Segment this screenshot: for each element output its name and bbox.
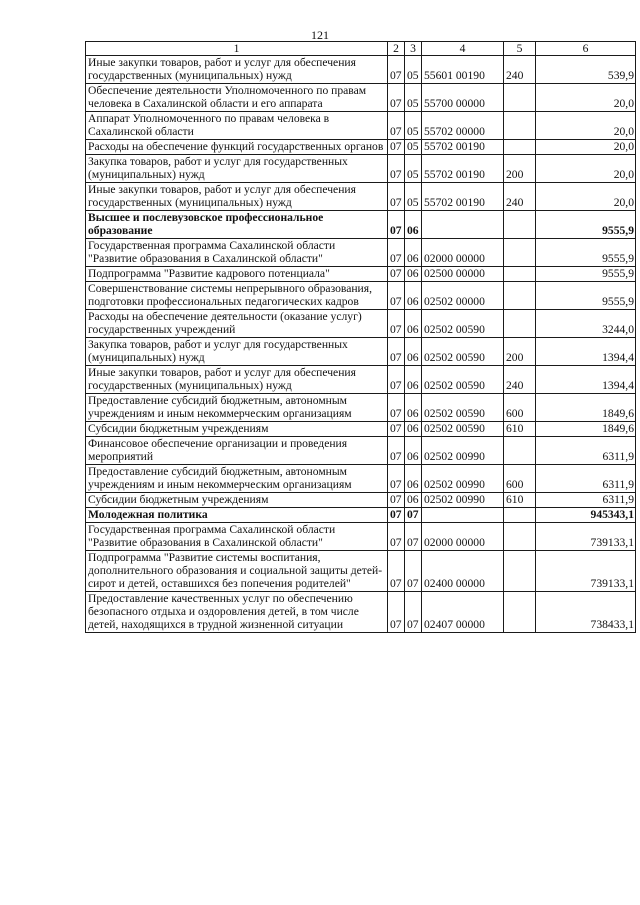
row-target-code: 02502 00990 — [422, 493, 504, 508]
row-section-code: 07 — [388, 394, 405, 422]
row-target-code: 55702 00000 — [422, 112, 504, 140]
table-row — [86, 211, 636, 239]
row-section-code: 07 — [388, 84, 405, 112]
table-row — [86, 394, 636, 422]
row-expense-type: 240 — [504, 183, 536, 211]
row-expense-type: 610 — [504, 493, 536, 508]
row-target-code: 02502 00990 — [422, 465, 504, 493]
row-target-code: 02502 00590 — [422, 422, 504, 437]
row-target-code: 55700 00000 — [422, 84, 504, 112]
table-row — [86, 493, 636, 508]
row-amount: 6311,9 — [536, 437, 636, 465]
row-name: Финансовое обеспечение организации и проведения мероприятий — [86, 437, 388, 465]
row-expense-type — [504, 211, 536, 239]
row-expense-type — [504, 84, 536, 112]
table-row — [86, 183, 636, 211]
row-amount: 9555,9 — [536, 267, 636, 282]
row-amount: 20,0 — [536, 183, 636, 211]
row-section-code: 07 — [388, 140, 405, 155]
row-target-code: 02000 00000 — [422, 523, 504, 551]
row-amount: 539,9 — [536, 56, 636, 84]
row-amount: 1394,4 — [536, 366, 636, 394]
row-target-code: 02502 00590 — [422, 366, 504, 394]
row-section-code: 07 — [388, 56, 405, 84]
row-expense-type: 240 — [504, 366, 536, 394]
row-name: Субсидии бюджетным учреждениям — [86, 493, 388, 508]
row-subsection-code: 06 — [405, 422, 422, 437]
row-name: Государственная программа Сахалинской области "Развитие образования в Сахалинской области" — [86, 523, 388, 551]
row-expense-type: 610 — [504, 422, 536, 437]
row-target-code: 02500 00000 — [422, 267, 504, 282]
row-subsection-code: 05 — [405, 155, 422, 183]
row-section-code: 07 — [388, 112, 405, 140]
budget-table — [85, 41, 636, 633]
row-expense-type: 200 — [504, 155, 536, 183]
row-amount: 9555,9 — [536, 239, 636, 267]
row-subsection-code: 07 — [405, 508, 422, 523]
table-row — [86, 465, 636, 493]
row-target-code: 02502 00000 — [422, 282, 504, 310]
row-subsection-code: 05 — [405, 183, 422, 211]
row-expense-type — [504, 112, 536, 140]
row-target-code — [422, 508, 504, 523]
row-expense-type: 600 — [504, 394, 536, 422]
row-name: Закупка товаров, работ и услуг для государственных (муниципальных) нужд — [86, 338, 388, 366]
row-subsection-code: 05 — [405, 112, 422, 140]
row-section-code: 07 — [388, 211, 405, 239]
row-name: Обеспечение деятельности Уполномоченного по правам человека в Сахалинской области и его аппарата — [86, 84, 388, 112]
table-row — [86, 551, 636, 592]
page-number: 121 — [311, 28, 329, 42]
row-amount: 739133,1 — [536, 551, 636, 592]
row-name: Совершенствование системы непрерывного образования, подготовки профессиональных педагогических кадров — [86, 282, 388, 310]
row-section-code: 07 — [388, 239, 405, 267]
row-amount: 6311,9 — [536, 465, 636, 493]
row-amount: 20,0 — [536, 155, 636, 183]
row-name: Закупка товаров, работ и услуг для государственных (муниципальных) нужд — [86, 155, 388, 183]
row-name: Предоставление качественных услуг по обеспечению безопасного отдыха и оздоровления детей, в том числе детей, находящихся в трудной жизненной ситуации — [86, 592, 388, 633]
row-target-code: 02502 00590 — [422, 310, 504, 338]
column-header-2: 2 — [388, 42, 405, 56]
row-amount: 20,0 — [536, 140, 636, 155]
row-amount: 1849,6 — [536, 422, 636, 437]
row-amount: 9555,9 — [536, 211, 636, 239]
row-name: Иные закупки товаров, работ и услуг для обеспечения государственных (муниципальных) нужд — [86, 183, 388, 211]
row-subsection-code: 07 — [405, 523, 422, 551]
row-expense-type — [504, 310, 536, 338]
row-target-code: 02400 00000 — [422, 551, 504, 592]
row-name: Расходы на обеспечение функций государственных органов — [86, 140, 388, 155]
row-section-code: 07 — [388, 282, 405, 310]
row-expense-type — [504, 282, 536, 310]
table-row — [86, 155, 636, 183]
row-target-code: 55702 00190 — [422, 140, 504, 155]
table-row — [86, 437, 636, 465]
row-target-code: 02000 00000 — [422, 239, 504, 267]
row-amount: 3244,0 — [536, 310, 636, 338]
row-name: Высшее и послевузовское профессиональное образование — [86, 211, 388, 239]
row-subsection-code: 06 — [405, 465, 422, 493]
row-name: Иные закупки товаров, работ и услуг для обеспечения государственных (муниципальных) нужд — [86, 366, 388, 394]
row-amount: 739133,1 — [536, 523, 636, 551]
row-subsection-code: 06 — [405, 338, 422, 366]
row-section-code: 07 — [388, 155, 405, 183]
row-amount: 945343,1 — [536, 508, 636, 523]
table-row — [86, 523, 636, 551]
row-subsection-code: 07 — [405, 592, 422, 633]
row-subsection-code: 05 — [405, 84, 422, 112]
row-amount: 1394,4 — [536, 338, 636, 366]
row-section-code: 07 — [388, 267, 405, 282]
row-subsection-code: 06 — [405, 239, 422, 267]
table-row — [86, 267, 636, 282]
row-subsection-code: 05 — [405, 56, 422, 84]
row-section-code: 07 — [388, 465, 405, 493]
row-amount: 20,0 — [536, 112, 636, 140]
table-row — [86, 84, 636, 112]
row-subsection-code: 06 — [405, 211, 422, 239]
row-subsection-code: 06 — [405, 493, 422, 508]
column-header-1: 1 — [86, 42, 388, 56]
row-expense-type — [504, 437, 536, 465]
row-target-code: 55702 00190 — [422, 183, 504, 211]
row-subsection-code: 06 — [405, 437, 422, 465]
row-expense-type — [504, 267, 536, 282]
row-amount: 738433,1 — [536, 592, 636, 633]
row-expense-type — [504, 508, 536, 523]
column-header-3: 3 — [405, 42, 422, 56]
row-target-code: 02502 00590 — [422, 394, 504, 422]
row-expense-type — [504, 592, 536, 633]
row-subsection-code: 07 — [405, 551, 422, 592]
table-row — [86, 592, 636, 633]
table-row — [86, 366, 636, 394]
row-section-code: 07 — [388, 437, 405, 465]
column-header-6: 6 — [536, 42, 636, 56]
table-row — [86, 56, 636, 84]
column-header-5: 5 — [504, 42, 536, 56]
row-target-code: 55601 00190 — [422, 56, 504, 84]
row-expense-type: 200 — [504, 338, 536, 366]
table-row — [86, 282, 636, 310]
table-row — [86, 140, 636, 155]
row-name: Подпрограмма "Развитие кадрового потенциала" — [86, 267, 388, 282]
row-subsection-code: 06 — [405, 394, 422, 422]
row-section-code: 07 — [388, 366, 405, 394]
row-name: Субсидии бюджетным учреждениям — [86, 422, 388, 437]
table-header-row — [86, 42, 636, 56]
row-name: Аппарат Уполномоченного по правам человека в Сахалинской области — [86, 112, 388, 140]
row-expense-type — [504, 551, 536, 592]
row-name: Подпрограмма "Развитие системы воспитания, дополнительного образования и социальной защиты детей-сирот и детей, оставшихся без попечения родителей" — [86, 551, 388, 592]
table-row — [86, 422, 636, 437]
row-section-code: 07 — [388, 523, 405, 551]
row-amount: 6311,9 — [536, 493, 636, 508]
row-section-code: 07 — [388, 592, 405, 633]
row-subsection-code: 06 — [405, 282, 422, 310]
row-subsection-code: 05 — [405, 140, 422, 155]
row-name: Предоставление субсидий бюджетным, автономным учреждениям и иным некоммерческим организациям — [86, 394, 388, 422]
table-row — [86, 310, 636, 338]
row-name: Государственная программа Сахалинской области "Развитие образования в Сахалинской области" — [86, 239, 388, 267]
row-subsection-code: 06 — [405, 366, 422, 394]
row-section-code: 07 — [388, 183, 405, 211]
table-row — [86, 112, 636, 140]
row-amount: 9555,9 — [536, 282, 636, 310]
row-name: Предоставление субсидий бюджетным, автономным учреждениям и иным некоммерческим организациям — [86, 465, 388, 493]
row-section-code: 07 — [388, 338, 405, 366]
row-expense-type: 600 — [504, 465, 536, 493]
row-section-code: 07 — [388, 422, 405, 437]
table-row — [86, 508, 636, 523]
row-name: Иные закупки товаров, работ и услуг для обеспечения государственных (муниципальных) нужд — [86, 56, 388, 84]
row-target-code: 02407 00000 — [422, 592, 504, 633]
row-subsection-code: 06 — [405, 310, 422, 338]
row-section-code: 07 — [388, 551, 405, 592]
row-amount: 20,0 — [536, 84, 636, 112]
row-expense-type — [504, 140, 536, 155]
table-row — [86, 338, 636, 366]
row-expense-type — [504, 523, 536, 551]
row-section-code: 07 — [388, 508, 405, 523]
row-expense-type — [504, 239, 536, 267]
row-section-code: 07 — [388, 493, 405, 508]
row-name: Молодежная политика — [86, 508, 388, 523]
row-amount: 1849,6 — [536, 394, 636, 422]
row-name: Расходы на обеспечение деятельности (оказание услуг) государственных учреждений — [86, 310, 388, 338]
column-header-4: 4 — [422, 42, 504, 56]
row-expense-type: 240 — [504, 56, 536, 84]
row-target-code: 55702 00190 — [422, 155, 504, 183]
row-target-code — [422, 211, 504, 239]
row-target-code: 02502 00590 — [422, 338, 504, 366]
row-subsection-code: 06 — [405, 267, 422, 282]
row-section-code: 07 — [388, 310, 405, 338]
row-target-code: 02502 00990 — [422, 437, 504, 465]
table-row — [86, 239, 636, 267]
